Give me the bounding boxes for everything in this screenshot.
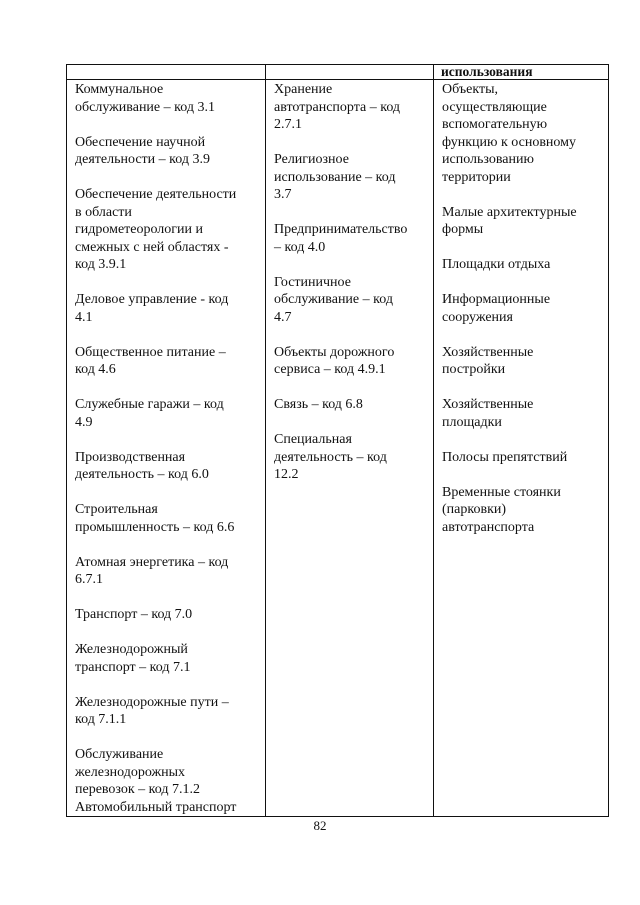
list-item: Предпринимательство – код 4.0: [274, 222, 408, 255]
conditional-uses-column: [266, 80, 434, 817]
list-item: Железнодорожный транспорт – код 7.1: [75, 642, 191, 675]
list-item: Обслуживание железнодорожных перевозок – код 7.1.2 Автомобильный транспорт: [75, 747, 237, 815]
list-item: Железнодорожные пути – код 7.1.1: [75, 694, 229, 727]
main-uses-column: [67, 80, 266, 817]
list-item: Временные стоянки (парковки) автотранспорта: [442, 484, 561, 535]
page-number: 82: [313, 818, 327, 833]
list-item: Полосы препятствий: [442, 449, 568, 465]
list-item: Хозяйственные постройки: [442, 344, 534, 377]
list-item: Гостиничное обслуживание – код 4.7: [274, 274, 393, 325]
list-item: Общественное питание – код 4.6: [75, 344, 226, 377]
list-item: Религиозное использование – код 3.7: [274, 152, 396, 202]
list-item: Специальная деятельность – код 12.2: [274, 432, 387, 482]
list-item: Хозяйственные площадки: [442, 397, 534, 430]
list-item: Транспорт – код 7.0: [75, 607, 193, 622]
list-item: Строительная промышленность – код 6.6: [75, 502, 235, 535]
list-item: Атомная энергетика – код 6.7.1: [75, 554, 229, 587]
list-item: Коммунальное обслуживание – код 3.1: [75, 82, 215, 115]
list-item: Деловое управление - код 4.1: [75, 292, 229, 325]
land-use-table: [66, 64, 609, 817]
list-item: Объекты дорожного сервиса – код 4.9.1: [274, 344, 395, 377]
list-item: Служебные гаражи – код 4.9: [75, 397, 224, 430]
header-cell-1: [67, 65, 266, 80]
list-item: Производственная деятельность – код 6.0: [75, 449, 209, 482]
header-cell-2: [266, 65, 434, 80]
auxiliary-uses-column: [434, 80, 609, 817]
list-item: Хранение автотранспорта – код 2.7.1: [274, 82, 401, 132]
list-item: Обеспечение научной деятельности – код 3.9: [75, 134, 210, 167]
list-item: Информационные сооружения: [442, 292, 551, 325]
list-item: Объекты, осуществляющие вспомогательную функцию к основному использованию территории: [442, 82, 577, 185]
list-item: Малые архитектурные формы: [442, 204, 577, 237]
list-item: Площадки отдыха: [442, 257, 551, 272]
header-cell-usage: использования: [434, 65, 609, 80]
table-header-row: [67, 65, 609, 80]
table-content-row: [67, 80, 609, 817]
list-item: Обеспечение деятельности в области гидрометеорологии и смежных с ней областях - код 3.9.1: [75, 187, 237, 272]
list-item: Связь – код 6.8: [274, 397, 363, 412]
